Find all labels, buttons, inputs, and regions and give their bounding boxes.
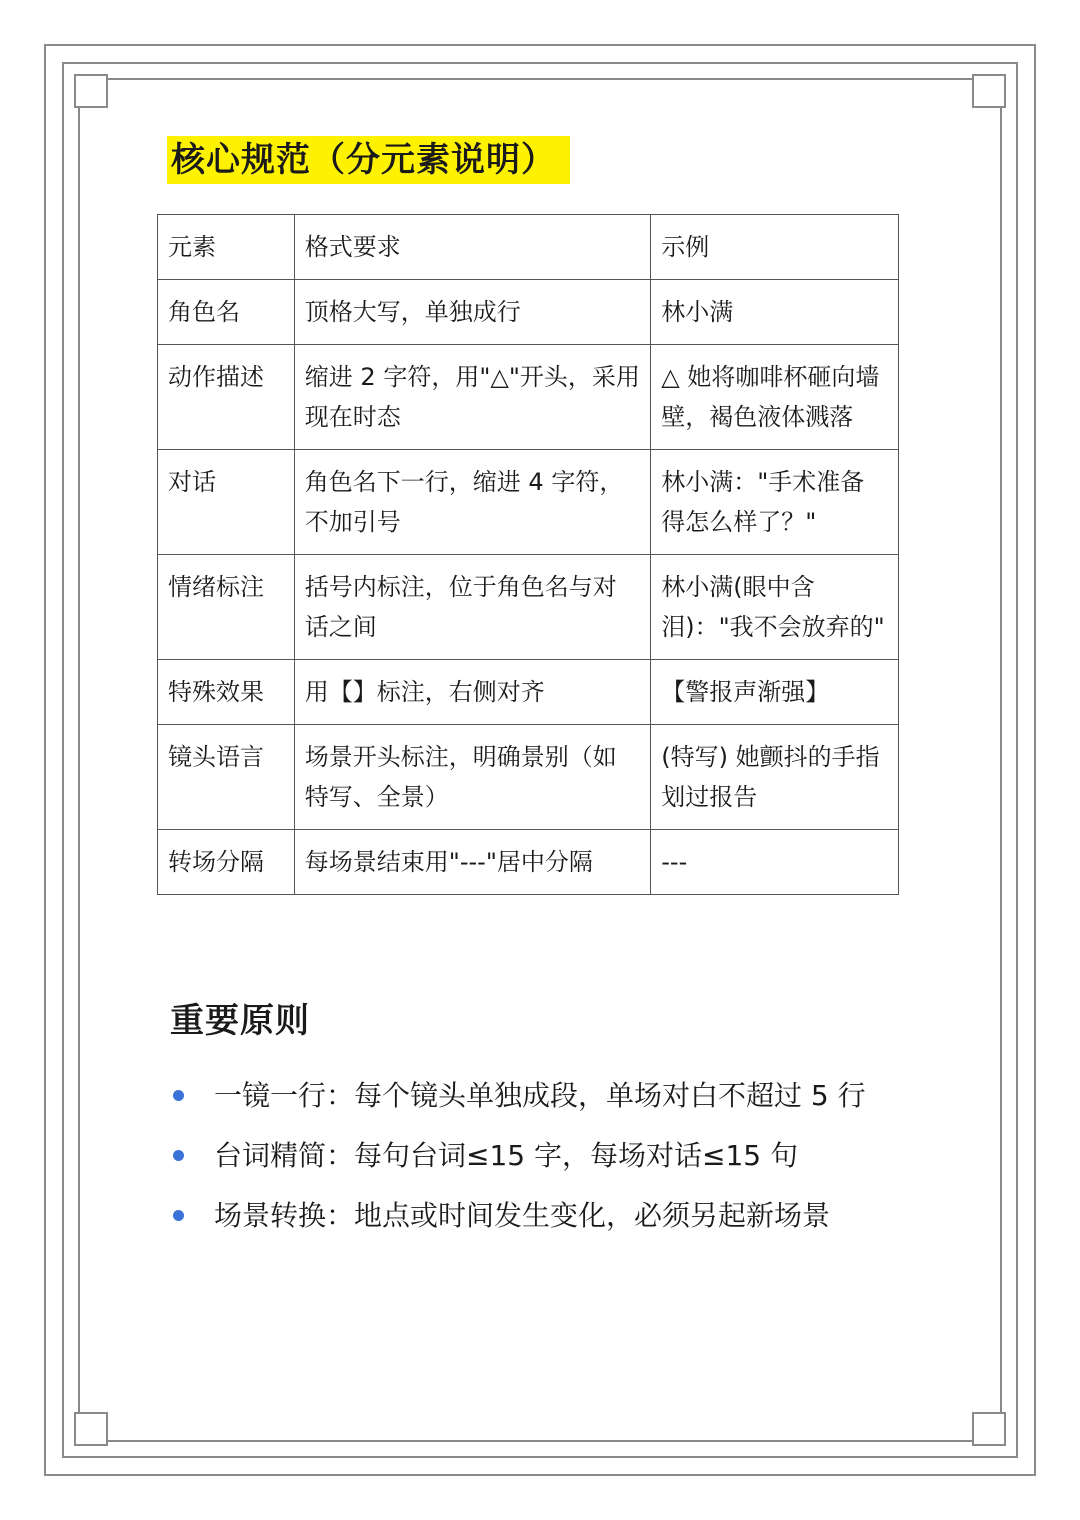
header-cell-format: 格式要求 bbox=[294, 215, 650, 280]
cell-element: 对话 bbox=[158, 450, 295, 555]
table-row bbox=[158, 450, 899, 555]
table-row bbox=[158, 555, 899, 660]
cell-element: 镜头语言 bbox=[158, 725, 295, 830]
header-cell-element: 元素 bbox=[158, 215, 295, 280]
cell-format: 顶格大写，单独成行 bbox=[294, 280, 650, 345]
cell-format: 缩进 2 字符，用"△"开头，采用现在时态 bbox=[294, 345, 650, 450]
spec-table bbox=[157, 214, 899, 895]
header-cell-example: 示例 bbox=[651, 215, 899, 280]
table-row bbox=[158, 345, 899, 450]
bullet-icon bbox=[173, 1150, 184, 1161]
table-row bbox=[158, 830, 899, 895]
cell-example: △ 她将咖啡杯砸向墙壁，褐色液体溅落 bbox=[651, 345, 899, 450]
section-heading-container bbox=[167, 136, 570, 184]
list-item bbox=[170, 1190, 866, 1242]
table-header-row bbox=[158, 215, 899, 280]
frame-corner-bottom-left bbox=[74, 1412, 108, 1446]
table-row bbox=[158, 725, 899, 830]
cell-element: 特殊效果 bbox=[158, 660, 295, 725]
cell-element: 动作描述 bbox=[158, 345, 295, 450]
bullet-icon bbox=[173, 1090, 184, 1101]
cell-element: 角色名 bbox=[158, 280, 295, 345]
cell-element: 情绪标注 bbox=[158, 555, 295, 660]
principle-text: 台词精简：每句台词≤15 字，每场对话≤15 句 bbox=[214, 1139, 798, 1172]
principles-list bbox=[170, 1070, 866, 1250]
section-heading: 核心规范（分元素说明） bbox=[167, 136, 570, 184]
cell-element: 转场分隔 bbox=[158, 830, 295, 895]
list-item bbox=[170, 1070, 866, 1122]
table-row bbox=[158, 660, 899, 725]
table-row bbox=[158, 280, 899, 345]
principle-text: 场景转换：地点或时间发生变化，必须另起新场景 bbox=[214, 1199, 831, 1232]
cell-format: 每场景结束用"---"居中分隔 bbox=[294, 830, 650, 895]
cell-example: 林小满 bbox=[651, 280, 899, 345]
bullet-icon bbox=[173, 1210, 184, 1221]
cell-example: 林小满(眼中含泪)："我不会放弃的" bbox=[651, 555, 899, 660]
frame-corner-top-right bbox=[972, 74, 1006, 108]
cell-example: 【警报声渐强】 bbox=[651, 660, 899, 725]
cell-format: 角色名下一行，缩进 4 字符，不加引号 bbox=[294, 450, 650, 555]
principles-heading: 重要原则 bbox=[170, 1001, 310, 1041]
list-item bbox=[170, 1130, 866, 1182]
cell-format: 场景开头标注，明确景别（如特写、全景） bbox=[294, 725, 650, 830]
cell-example: (特写) 她颤抖的手指划过报告 bbox=[651, 725, 899, 830]
frame-corner-bottom-right bbox=[972, 1412, 1006, 1446]
cell-example: 林小满："手术准备得怎么样了？" bbox=[651, 450, 899, 555]
frame-corner-top-left bbox=[74, 74, 108, 108]
principle-text: 一镜一行：每个镜头单独成段，单场对白不超过 5 行 bbox=[214, 1079, 866, 1112]
cell-example: --- bbox=[651, 830, 899, 895]
cell-format: 括号内标注，位于角色名与对话之间 bbox=[294, 555, 650, 660]
cell-format: 用【】标注，右侧对齐 bbox=[294, 660, 650, 725]
